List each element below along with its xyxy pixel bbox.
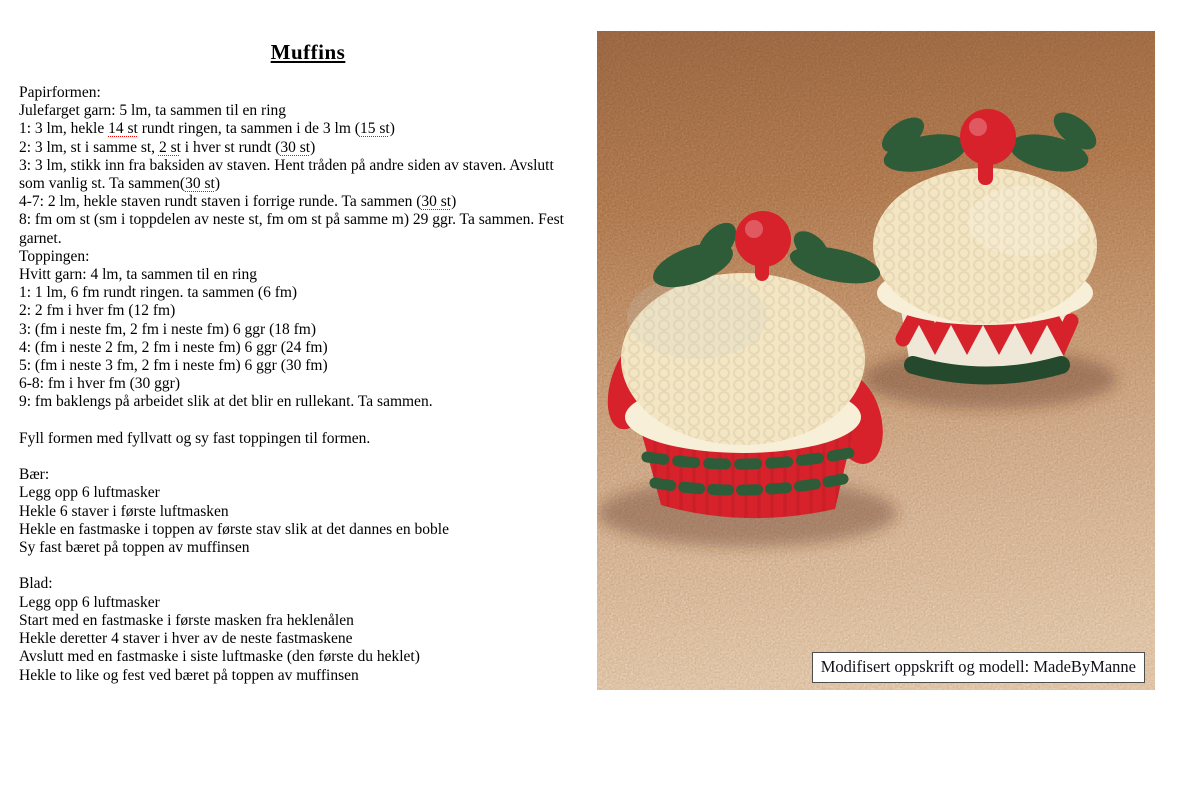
text-line [19, 630, 597, 648]
text-segment: ) [214, 175, 220, 193]
misspelled-text: 30 st [280, 138, 311, 156]
text-line [19, 484, 597, 502]
text-segment: 4-7: 2 lm, hekle staven rundt staven i forrige runde. Ta sammen ( [19, 193, 422, 211]
text-segment: 3: (fm i neste fm, 2 fm i neste fm) 6 ggr (18 fm) [19, 320, 317, 338]
text-segment: Julefarget garn: 5 lm, ta sammen til en ring [19, 102, 287, 120]
text-segment: Bær: [19, 466, 50, 484]
text-line [19, 612, 597, 630]
right-muffin-green-bottom-stripe [913, 365, 1061, 376]
text-line [19, 375, 597, 393]
muffins-photo-illustration [597, 31, 1155, 690]
text-segment: Legg opp 6 luftmasker [19, 593, 160, 611]
text-line [19, 266, 597, 284]
text-line [19, 393, 597, 411]
text-segment: Toppingen: [19, 247, 90, 265]
photo-caption: Modifisert oppskrift og modell: MadeByManne [812, 652, 1145, 683]
left-berry-highlight [745, 220, 763, 238]
text-segment: Hvitt garn: 4 lm, ta sammen til en ring [19, 266, 258, 284]
pattern-document [19, 40, 597, 685]
text-line [19, 339, 597, 357]
text-line [19, 248, 597, 266]
text-segment: 6-8: fm i hver fm (30 ggr) [19, 375, 180, 393]
text-line [19, 284, 597, 302]
misspelled-text: 14 st [108, 120, 138, 138]
text-line [19, 430, 597, 448]
text-line [19, 84, 597, 102]
muffins-photo [597, 31, 1155, 690]
text-line [19, 302, 597, 320]
text-segment: Sy fast bæret på toppen av muffinsen [19, 539, 250, 557]
text-segment: 8: fm om st (sm i toppdelen av neste st, fm om st på samme m) 29 ggr. Ta sammen. Fest [19, 211, 564, 229]
text-segment: 2: 3 lm, st i samme st, [19, 138, 159, 156]
text-line [19, 448, 597, 466]
text-segment: 3: 3 lm, stikk inn fra baksiden av staven. Hent tråden på andre siden av staven. Avslutt [19, 156, 554, 174]
page-title: Muffins [270, 40, 346, 64]
right-topping-highlight [967, 186, 1087, 256]
misspelled-text: 15 st [359, 120, 390, 138]
text-line [19, 594, 597, 612]
text-line [19, 667, 597, 685]
text-line [19, 102, 597, 120]
right-muffin [861, 105, 1117, 409]
text-line [19, 193, 597, 211]
text-segment: Legg opp 6 luftmasker [19, 484, 160, 502]
text-segment: 2: 2 fm i hver fm (12 fm) [19, 302, 176, 320]
right-berry-highlight [969, 118, 987, 136]
text-line [19, 211, 597, 229]
misspelled-text: 30 st [185, 175, 215, 193]
text-line [19, 120, 597, 138]
text-line [19, 321, 597, 339]
misspelled-text: 30 st [421, 193, 452, 211]
text-segment: ) [310, 138, 316, 156]
text-segment: Hekle en fastmaske i toppen av første stav slik at det dannes en boble [19, 520, 449, 538]
text-line [19, 230, 597, 248]
text-line [19, 157, 597, 175]
text-segment: ) [451, 193, 457, 211]
left-topping-sheen [627, 275, 767, 359]
text-line [19, 412, 597, 430]
text-segment: Blad: [19, 575, 53, 593]
text-segment: 1: 1 lm, 6 fm rundt ringen. ta sammen (6 fm) [19, 284, 298, 302]
text-segment: i hver st rundt ( [180, 138, 281, 156]
text-segment: Fyll formen med fyllvatt og sy fast toppingen til formen. [19, 429, 371, 447]
misspelled-text: 2 st [158, 138, 181, 156]
text-segment: Hekle to like og fest ved bæret på toppen av muffinsen [19, 666, 359, 684]
document-lines [19, 84, 597, 685]
text-line [19, 357, 597, 375]
text-segment: 4: (fm i neste 2 fm, 2 fm i neste fm) 6 ggr (24 fm) [19, 338, 328, 356]
text-segment: Avslutt med en fastmaske i siste luftmaske (den første du heklet) [19, 648, 420, 666]
text-segment: som vanlig st. Ta sammen( [19, 175, 186, 193]
text-segment: rundt ringen, ta sammen i de 3 lm ( [137, 120, 360, 138]
text-line [19, 539, 597, 557]
text-segment: 1: 3 lm, hekle [19, 120, 109, 138]
text-line [19, 175, 597, 193]
text-line [19, 521, 597, 539]
text-segment: 9: fm baklengs på arbeidet slik at det blir en rullekant. Ta sammen. [19, 393, 433, 411]
right-berry [960, 109, 1016, 165]
text-segment: ) [389, 120, 395, 138]
left-berry [735, 211, 791, 267]
text-line [19, 466, 597, 484]
text-line [19, 503, 597, 521]
text-segment: 5: (fm i neste 3 fm, 2 fm i neste fm) 6 ggr (30 fm) [19, 357, 328, 375]
text-segment: Hekle 6 staver i første luftmasken [19, 502, 229, 520]
text-segment: Hekle deretter 4 staver i hver av de neste fastmaskene [19, 630, 353, 648]
text-line [19, 139, 597, 157]
text-segment: Papirformen: [19, 84, 101, 101]
text-line [19, 575, 597, 593]
text-line [19, 557, 597, 575]
text-segment: garnet. [19, 229, 62, 247]
text-segment: Start med en fastmaske i første masken fra heklenålen [19, 611, 354, 629]
text-line [19, 648, 597, 666]
